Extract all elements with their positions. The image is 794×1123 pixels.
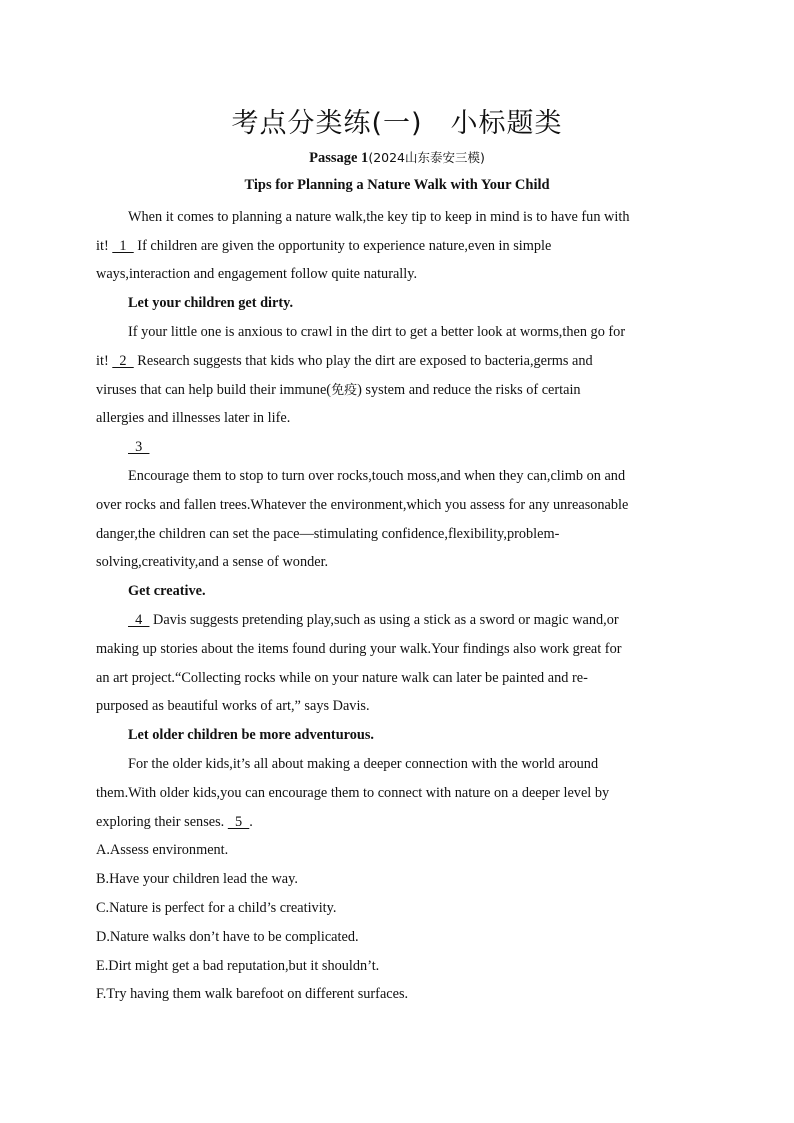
- blank-1: 1: [112, 238, 134, 254]
- option-f: F.Try having them walk barefoot on different surfaces.: [96, 986, 409, 1002]
- paragraph-line: Encourage them to stop to turn over rocks,touch moss,and when they can,climb on and: [128, 468, 626, 484]
- paragraph-line: them.With older kids,you can encourage them to connect with nature on a deeper level by: [96, 785, 610, 801]
- passage-source: (2024山东泰安三模): [368, 150, 485, 165]
- option-e: E.Dirt might get a bad reputation,but it shouldn’t.: [96, 958, 380, 974]
- paragraph-line: For the older kids,it’s all about making a deeper connection with the world around: [128, 756, 599, 772]
- subheading: Let your children get dirty.: [128, 295, 294, 311]
- passage-label: [0, 148, 794, 167]
- paragraph-line: 4 Davis suggests pretending play,such as using a stick as a sword or magic wand,or: [128, 612, 619, 628]
- option-b: B.Have your children lead the way.: [96, 871, 298, 887]
- blank-3: 3: [128, 439, 150, 455]
- paragraph-line: exploring their senses. 5 .: [96, 814, 253, 830]
- option-d: D.Nature walks don’t have to be complicated.: [96, 929, 359, 945]
- paragraph-line: making up stories about the items found during your walk.Your findings also work great for: [96, 641, 622, 657]
- paragraph-line: it! 2 Research suggests that kids who play the dirt are exposed to bacteria,germs and: [96, 353, 593, 369]
- paragraph-line: purposed as beautiful works of art,” says Davis.: [96, 698, 370, 714]
- paragraph-line: it! 1 If children are given the opportunity to experience nature,even in simple: [96, 238, 552, 254]
- paragraph-line: viruses that can help build their immune(免疫) system and reduce the risks of certain: [96, 382, 581, 398]
- paragraph-line: allergies and illnesses later in life.: [96, 410, 291, 426]
- paragraph-line: danger,the children can set the pace—stimulating confidence,flexibility,problem-: [96, 526, 560, 542]
- option-a: A.Assess environment.: [96, 842, 229, 858]
- paragraph-line: an art project.“Collecting rocks while on your nature walk can later be painted and re-: [96, 670, 588, 686]
- subheading-blank: [128, 437, 149, 457]
- paragraph-line: If your little one is anxious to crawl in the dirt to get a better look at worms,then go for: [128, 324, 626, 340]
- article-heading: Tips for Planning a Nature Walk with Your Child: [244, 177, 550, 193]
- passage-number: Passage 1: [309, 150, 369, 166]
- paragraph-line: over rocks and fallen trees.Whatever the environment,which you assess for any unreasonable: [96, 497, 629, 513]
- option-c: C.Nature is perfect for a child’s creativity.: [96, 900, 337, 916]
- subheading: Let older children be more adventurous.: [128, 727, 374, 743]
- paragraph-line: ways,interaction and engagement follow quite naturally.: [96, 266, 418, 282]
- paragraph-line: When it comes to planning a nature walk,the key tip to keep in mind is to have fun with: [128, 209, 630, 225]
- paragraph-line: solving,creativity,and a sense of wonder.: [96, 554, 329, 570]
- blank-4: 4: [128, 612, 150, 628]
- blank-2: 2: [112, 353, 134, 369]
- subheading: Get creative.: [128, 583, 206, 599]
- blank-5: 5: [227, 814, 250, 830]
- page-title: 考点分类练(一) 小标题类: [231, 108, 563, 139]
